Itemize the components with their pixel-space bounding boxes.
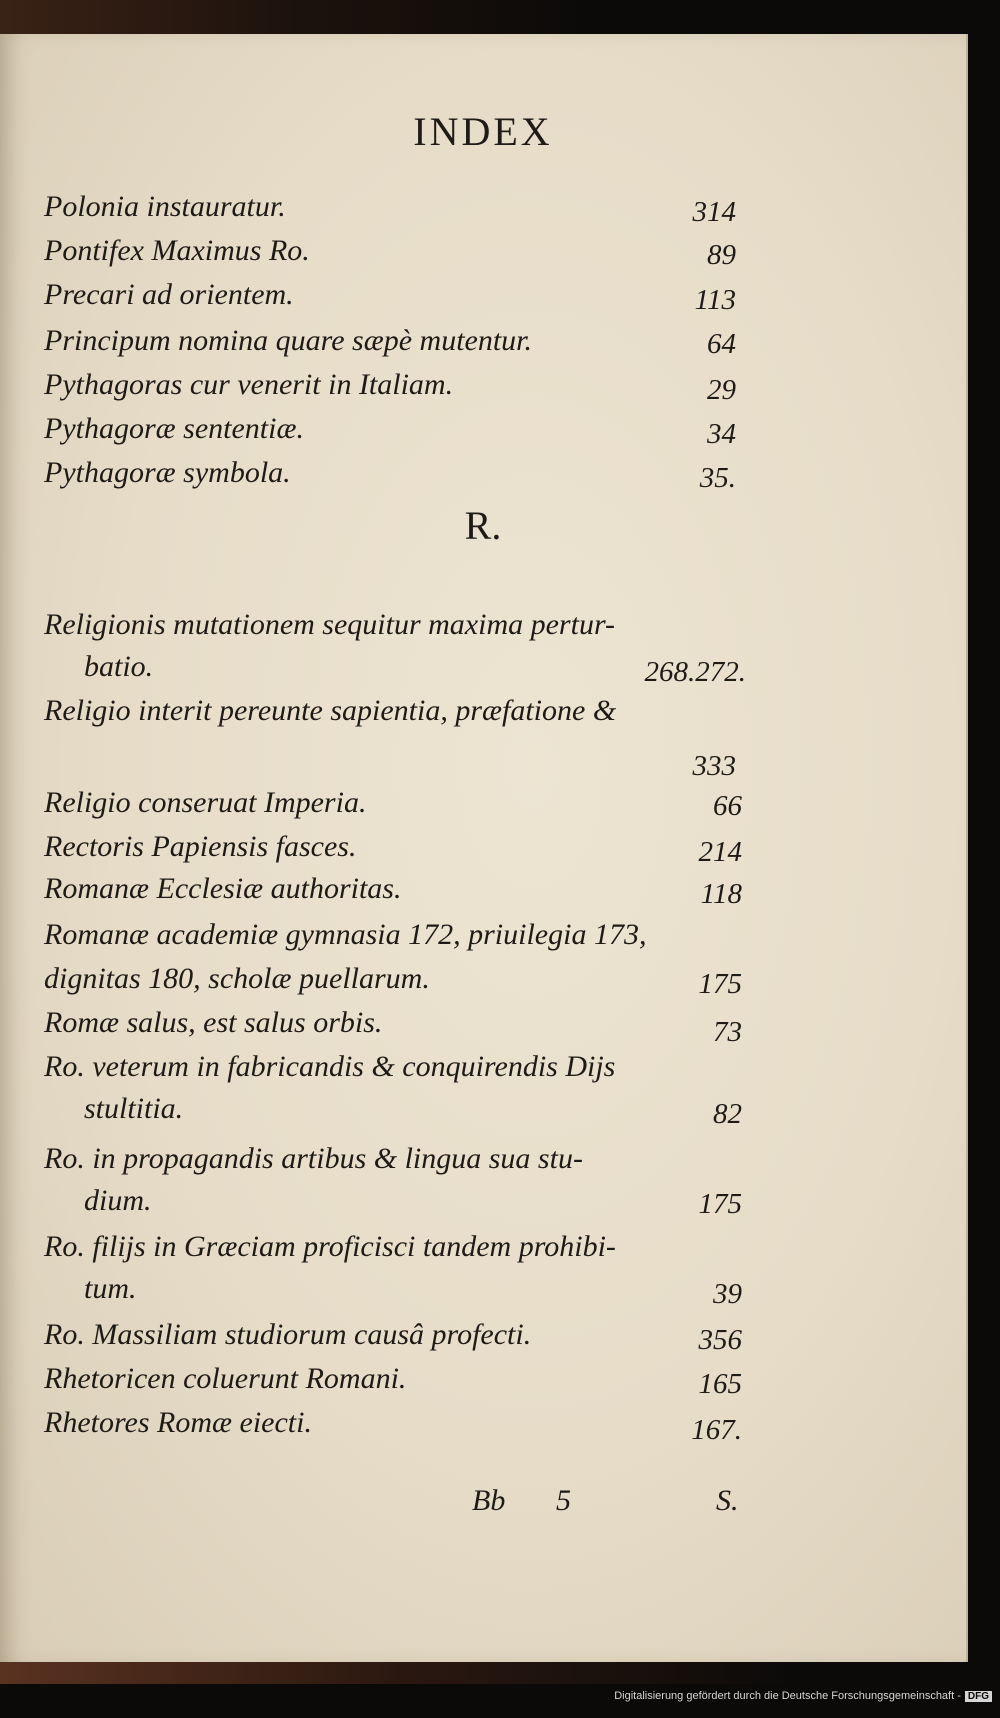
page-number: 39 <box>713 1278 742 1310</box>
index-entry: Ro. Massiliam studiorum causâ profecti. <box>44 1318 532 1351</box>
page-number: 356 <box>698 1324 742 1356</box>
page-number: 167. <box>691 1414 742 1446</box>
catchword: S. <box>716 1484 739 1517</box>
page-number: 29 <box>707 374 736 406</box>
page-title: INDEX <box>413 109 553 154</box>
index-entry: Rhetores Romæ eiecti. <box>44 1406 312 1439</box>
index-entry: Religio interit pereunte sapientia, præfatione & <box>44 694 617 727</box>
index-entry: dignitas 180, scholæ puellarum. <box>44 962 430 995</box>
index-entry: Rectoris Papiensis fasces. <box>44 830 357 863</box>
page-number: 175 <box>698 968 742 1000</box>
credit-text: Digitalisierung gefördert durch die Deutsche Forschungsgemeinschaft - <box>614 1690 961 1702</box>
signature-mark: Bb <box>472 1484 506 1517</box>
index-entry: Religio conseruat Imperia. <box>44 786 367 819</box>
page-number: 113 <box>694 284 736 316</box>
index-entry: Polonia instauratur. <box>44 190 286 223</box>
page-number: 64 <box>707 328 736 360</box>
section-letter: R. <box>464 503 502 548</box>
index-entry: Ro. in propagandis artibus & lingua sua stu- <box>44 1142 583 1175</box>
page-number: 118 <box>700 878 742 910</box>
index-entry-continuation: tum. <box>84 1272 137 1305</box>
index-entry: Pythagoræ symbola. <box>44 456 291 489</box>
index-entry: Romanæ academiæ gymnasia 172, priuilegia 173, <box>44 918 647 951</box>
book-spine-bottom <box>0 1660 1000 1684</box>
page-number: 82 <box>713 1098 742 1130</box>
index-entry: Ro. veterum in fabricandis & conquirendis Dijs <box>44 1050 616 1083</box>
page-number: 333 <box>692 750 736 782</box>
page-number: 34 <box>707 418 736 450</box>
index-entry: Pythagoræ sententiæ. <box>44 412 304 445</box>
index-entry: Romanæ Ecclesiæ authoritas. <box>44 872 402 905</box>
page-number: 165 <box>698 1368 742 1400</box>
book-page <box>0 34 968 1662</box>
index-entry: Pontifex Maximus Ro. <box>44 234 310 267</box>
index-entry-continuation: batio. <box>84 650 154 683</box>
index-entry: Precari ad orientem. <box>44 278 294 311</box>
page-number: 89 <box>707 239 736 271</box>
page-number: 66 <box>713 790 742 822</box>
page-number: 314 <box>692 196 736 228</box>
book-spine-top <box>0 0 1000 34</box>
index-entry: Rhetoricen coluerunt Romani. <box>44 1362 407 1395</box>
index-entry-continuation: dium. <box>84 1184 152 1217</box>
index-entry: Religionis mutationem sequitur maxima pertur- <box>44 608 616 641</box>
page-number: 214 <box>698 836 742 868</box>
page-number: 268.272. <box>644 656 746 688</box>
dfg-logo: DFG <box>965 1691 992 1702</box>
index-entry: Romæ salus, est salus orbis. <box>44 1006 383 1039</box>
index-entry-continuation: stultitia. <box>84 1092 184 1125</box>
digitization-credit <box>0 1690 992 1702</box>
page-number: 35. <box>699 462 736 494</box>
signature-number: 5 <box>556 1484 571 1517</box>
index-entry: Pythagoras cur venerit in Italiam. <box>44 368 454 401</box>
page-number: 175 <box>698 1188 742 1220</box>
page-number: 73 <box>713 1016 742 1048</box>
index-entry: Ro. filijs in Græciam proficisci tandem prohibi- <box>44 1230 616 1263</box>
index-entry: Principum nomina quare sæpè mutentur. <box>44 324 533 357</box>
